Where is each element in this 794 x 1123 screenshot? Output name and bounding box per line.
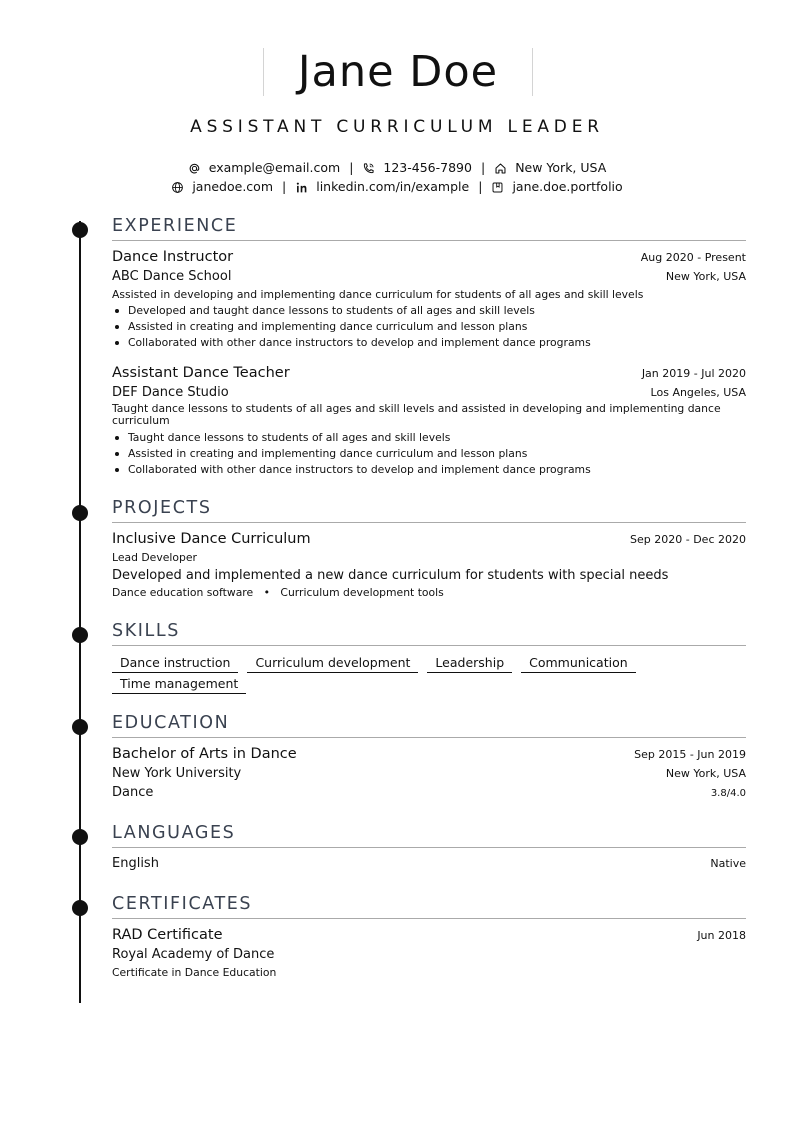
gpa: 3.8/4.0 — [710, 788, 746, 799]
experience-entry — [112, 364, 746, 478]
project-name: Inclusive Dance Curriculum — [112, 531, 311, 547]
project-tool: Curriculum development tools — [280, 586, 444, 599]
contact-email-text: example@email.com — [208, 160, 341, 175]
timeline-line — [79, 221, 81, 1003]
project-description: Developed and implemented a new dance curriculum for students with special needs — [112, 568, 669, 583]
phone-icon — [362, 162, 375, 175]
project-entry — [112, 530, 746, 602]
timeline-dot-languages — [72, 829, 88, 845]
contact-portfolio-text: jane.doe.portfolio — [512, 179, 623, 194]
job-location: New York, USA — [665, 270, 746, 283]
contact-website[interactable] — [171, 179, 273, 195]
contact-row-2 — [0, 179, 794, 195]
certificate-description: Certificate in Dance Education — [112, 966, 277, 979]
timeline-dot-education — [72, 719, 88, 735]
section-title-languages: LANGUAGES — [112, 821, 746, 848]
certificate-entry — [112, 926, 746, 981]
job-summary: Taught dance lessons to students of all ages and skill levels and assisted in developing and implementing dance curriculum — [112, 402, 721, 427]
certificate-name: RAD Certificate — [112, 927, 223, 943]
contact-email[interactable] — [188, 160, 340, 176]
contact-portfolio[interactable] — [491, 179, 622, 195]
globe-icon — [171, 181, 184, 194]
timeline-dot-projects — [72, 505, 88, 521]
bullet-item: Collaborated with other dance instructors to develop and implement dance programs — [112, 335, 746, 351]
bullet-item: Collaborated with other dance instructors to develop and implement dance programs — [112, 462, 746, 478]
contact-row-1 — [0, 160, 794, 176]
job-role: Assistant Dance Teacher — [112, 365, 290, 381]
language-name: English — [112, 856, 159, 871]
contact-website-text: janedoe.com — [192, 179, 274, 194]
skill-tag: Leadership — [427, 654, 512, 673]
job-dates: Aug 2020 - Present — [640, 251, 746, 264]
contact-location-text: New York, USA — [515, 160, 607, 175]
project-tools — [112, 584, 746, 602]
bullet-item: Developed and taught dance lessons to students of all ages and skill levels — [112, 303, 746, 319]
skill-tags — [112, 652, 746, 694]
section-title-education: EDUCATION — [112, 711, 746, 738]
candidate-name: Jane Doe — [297, 47, 499, 97]
contact-phone[interactable] — [362, 160, 472, 176]
name-block — [263, 48, 533, 96]
skill-tag: Communication — [521, 654, 636, 673]
project-tool: Dance education software — [112, 586, 254, 599]
skill-tag: Time management — [112, 675, 246, 694]
job-bullets — [112, 430, 746, 478]
job-summary: Assisted in developing and implementing dance curriculum for students of all ages and skill levels — [112, 288, 644, 301]
job-location: Los Angeles, USA — [650, 386, 746, 399]
skills-section — [112, 619, 746, 694]
job-dates: Jan 2019 - Jul 2020 — [641, 367, 746, 380]
contact-separator: | — [282, 179, 287, 194]
job-organization: DEF Dance Studio — [112, 385, 229, 400]
bullet-item: Assisted in creating and implementing dance curriculum and lesson plans — [112, 446, 746, 462]
contact-phone-text: 123-456-7890 — [383, 160, 472, 175]
contact-linkedin[interactable] — [295, 179, 469, 195]
school-location: New York, USA — [665, 767, 746, 780]
timeline-dot-experience — [72, 222, 88, 238]
section-title-projects: PROJECTS — [112, 496, 746, 523]
contact-separator: | — [349, 160, 354, 175]
certificate-date: Jun 2018 — [697, 929, 746, 942]
field-of-study: Dance — [112, 785, 154, 800]
timeline-dot-skills — [72, 627, 88, 643]
job-title: ASSISTANT CURRICULUM LEADER — [190, 117, 604, 137]
contact-separator: | — [478, 179, 483, 194]
degree-name: Bachelor of Arts in Dance — [112, 746, 297, 762]
contact-separator: | — [480, 160, 486, 175]
contact-location — [494, 160, 606, 176]
project-dates: Sep 2020 - Dec 2020 — [630, 533, 746, 546]
section-title-skills: SKILLS — [112, 619, 746, 646]
project-role: Lead Developer — [112, 551, 197, 564]
section-title-experience: EXPERIENCE — [112, 214, 746, 241]
experience-entry — [112, 248, 746, 351]
job-bullets — [112, 303, 746, 351]
language-entry — [112, 855, 746, 873]
bullet-item: Assisted in creating and implementing dance curriculum and lesson plans — [112, 319, 746, 335]
contact-linkedin-text: linkedin.com/in/example — [316, 179, 470, 194]
experience-section — [112, 214, 746, 478]
job-role: Dance Instructor — [112, 249, 234, 265]
portfolio-icon — [491, 181, 504, 194]
skill-tag: Curriculum development — [247, 654, 418, 673]
section-title-certificates: CERTIFICATES — [112, 892, 746, 919]
certificate-issuer: Royal Academy of Dance — [112, 947, 275, 962]
certificates-section — [112, 892, 746, 981]
timeline-dot-certificates — [72, 900, 88, 916]
education-section — [112, 711, 746, 803]
projects-section — [112, 496, 746, 602]
tool-separator: • — [263, 586, 270, 599]
at-icon — [188, 162, 201, 175]
bullet-item: Taught dance lessons to students of all ages and skill levels — [112, 430, 746, 446]
school-name: New York University — [112, 766, 242, 781]
home-icon — [494, 162, 507, 175]
linkedin-icon — [295, 181, 308, 194]
education-entry — [112, 745, 746, 803]
language-level: Native — [710, 857, 746, 870]
job-organization: ABC Dance School — [112, 269, 232, 284]
education-dates: Sep 2015 - Jun 2019 — [634, 748, 746, 761]
skill-tag: Dance instruction — [112, 654, 238, 673]
languages-section — [112, 821, 746, 873]
